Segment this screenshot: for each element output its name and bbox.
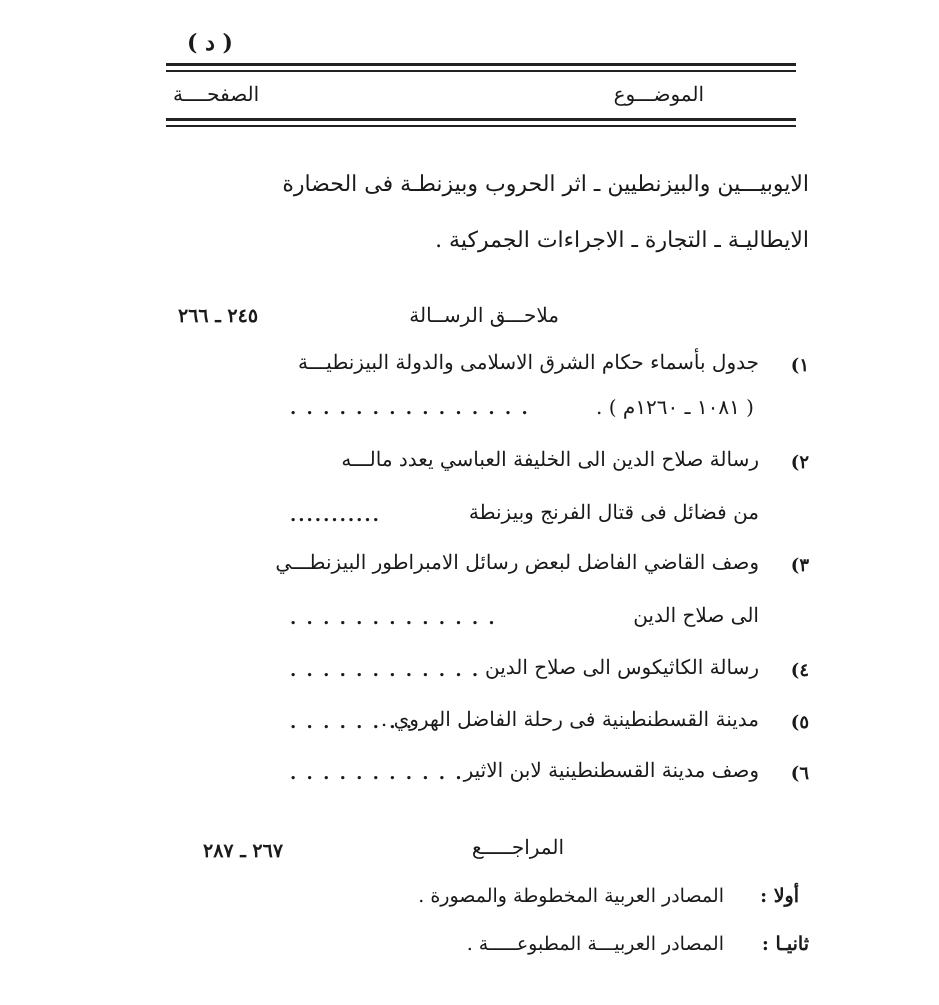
- appendix-2-line-2: من فضائل فى قتال الفرنج وبيزنطة: [468, 500, 759, 524]
- appendix-6-number: ٦): [790, 763, 809, 784]
- references-item-1-text: المصادر العربية المخطوطة والمصورة .: [418, 885, 724, 907]
- references-item-2-text: المصادر العربيـــة المطبوعـــــة .: [466, 933, 724, 955]
- header-rule-top-2: [166, 70, 796, 72]
- references-item-2-label: ثانيـا :: [761, 933, 809, 955]
- appendix-3-line-1: وصف القاضي الفاضل لبعض رسائل الامبراطور البيزنطـــي: [275, 550, 759, 574]
- appendices-range: ٢٤٥ ـ ٢٦٦: [178, 305, 259, 327]
- appendix-1-line-2: ( ١٠٨١ ـ ١٢٦٠م ) .: [596, 395, 754, 419]
- header-topic: الموضـــوع: [613, 82, 704, 106]
- header-rule-bottom: [166, 118, 796, 121]
- appendix-4-dots: . . . . . . . . . . . .: [290, 660, 481, 681]
- intro-line-2: الايطاليـة ـ التجارة ـ الاجراءات الجمركية .: [435, 228, 809, 253]
- references-title: المراجـــــع: [471, 835, 564, 859]
- appendix-5-dots: . . . . . . . .: [290, 712, 414, 733]
- appendix-6-dots: . . . . . . . . . . .: [290, 763, 464, 784]
- appendix-2-dots: ...........: [290, 505, 381, 526]
- appendix-4-line-1: رسالة الكاثيكوس الى صلاح الدين: [484, 655, 759, 679]
- appendix-3-line-2: الى صلاح الدين: [633, 603, 759, 627]
- appendix-1-line-1: جدول بأسماء حكام الشرق الاسلامى والدولة البيزنطيـــة: [298, 350, 759, 374]
- appendix-5-line-1: مدينة القسطنطينية فى رحلة الفاضل الهروي .: [380, 707, 759, 731]
- references-item-1-label: أولا :: [760, 885, 799, 907]
- appendix-1-dots: . . . . . . . . . . . . . . .: [290, 398, 530, 419]
- intro-line-1: الايوبيـــين والبيزنطيين ـ اثر الحروب وبيزنطـة فى الحضارة: [282, 172, 809, 197]
- appendix-1-number: ١): [790, 355, 809, 376]
- appendix-2-number: ٢): [790, 452, 809, 473]
- header-rule-bottom-2: [166, 125, 796, 127]
- references-range: ٢٦٧ ـ ٢٨٧: [203, 840, 284, 862]
- appendices-title: ملاحـــق الرســالة: [409, 303, 559, 327]
- header-rule-top: [166, 63, 796, 66]
- header-page: الصفحــــة: [173, 82, 260, 106]
- appendix-3-number: ٣): [790, 555, 809, 576]
- appendix-3-dots: . . . . . . . . . . . . .: [290, 608, 497, 629]
- appendix-6-line-1: وصف مدينة القسطنطينية لابن الاثير: [463, 758, 759, 782]
- appendix-5-number: ٥): [790, 712, 809, 733]
- appendix-2-line-1: رسالة صلاح الدين الى الخليفة العباسي يعدد مالـــه: [341, 447, 759, 471]
- page-number: ( د ): [187, 30, 233, 56]
- appendix-4-number: ٤): [790, 660, 809, 681]
